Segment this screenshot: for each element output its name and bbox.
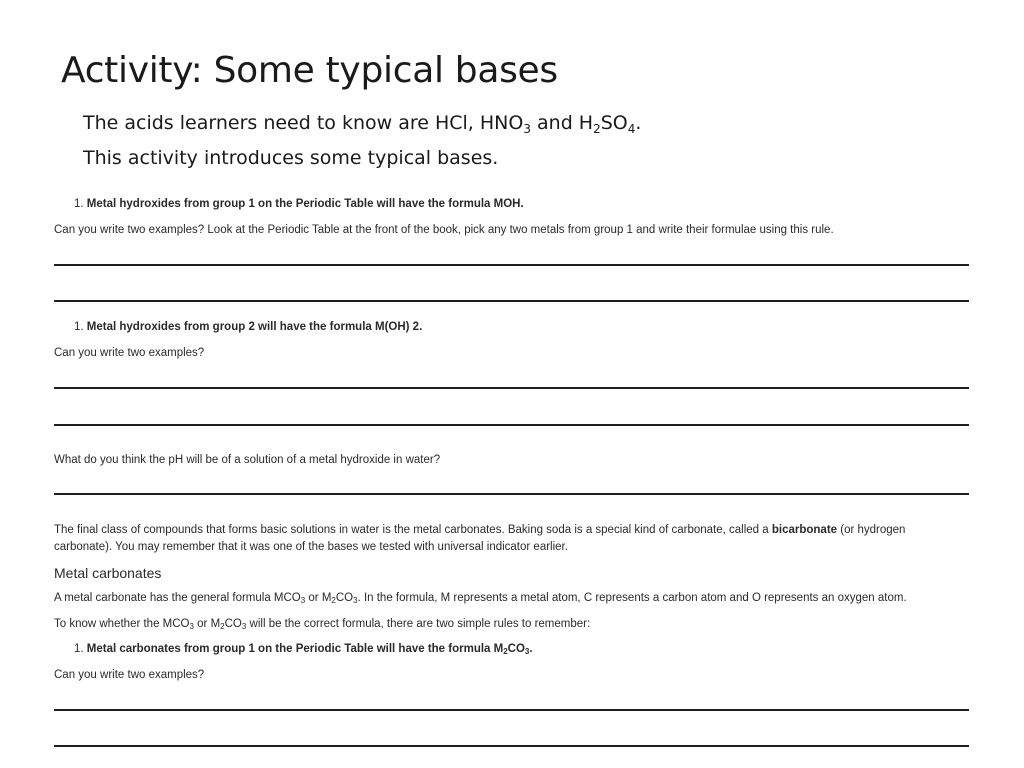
rules-b: or M (193, 618, 221, 630)
answer-line[interactable] (54, 300, 969, 302)
q3-rule-b: CO (507, 643, 525, 655)
intro-line-2: This activity introduces some typical bases. (83, 147, 499, 169)
carbonates-intro-line-2: carbonate). You may remember that it was one of the bases we tested with universal indicator earlier. (54, 541, 568, 553)
general-formula (54, 592, 907, 605)
intro-sub-3: 3 (523, 122, 531, 136)
intro-line-1-end: . (635, 112, 642, 134)
q1-prompt: Can you write two examples? Look at the Periodic Table at the front of the book, pick any two metals from group 1 and write their formulae using this rule. (54, 224, 834, 236)
general-formula-sub: 2 (331, 596, 336, 605)
q3-rule-sub: 3 (524, 647, 530, 656)
q3-number: 1. (74, 643, 84, 655)
ph-question: What do you think the pH will be of a solution of a metal hydroxide in water? (54, 454, 441, 466)
rules-intro (54, 618, 590, 631)
general-formula-sub: 3 (300, 596, 306, 605)
carbonates-intro-part1: The final class of compounds that forms basic solutions in water is the metal carbonates. Baking soda is a special kind of carbonate, called a (54, 524, 772, 536)
general-formula-sub: 3 (353, 596, 358, 605)
q3-rule-text (87, 643, 533, 655)
answer-line[interactable] (54, 745, 969, 747)
carbonates-intro-line-1 (54, 524, 905, 536)
intro-line-1-prefix: The acids learners need to know are HCl, HNO (83, 112, 524, 134)
intro-sub-2: 2 (593, 122, 601, 136)
answer-line[interactable] (54, 709, 969, 711)
answer-line[interactable] (54, 424, 969, 426)
rules-sub: 3 (189, 622, 194, 631)
intro-line-1 (83, 112, 641, 136)
answer-line[interactable] (54, 264, 969, 266)
carbonates-intro-part2: (or hydrogen (837, 524, 906, 536)
q3-rule-c: . (529, 643, 533, 655)
rules-d: will be the correct formula, there are two simple rules to remember: (246, 618, 591, 630)
rules-c: CO (224, 618, 242, 630)
q1-number: 1. (74, 198, 84, 210)
general-formula-a: A metal carbonate has the general formula MCO (54, 592, 301, 604)
carbonates-intro-bold: bicarbonate (771, 524, 838, 536)
q3-rule (74, 643, 533, 656)
q1-rule-text: Metal hydroxides from group 1 on the Periodic Table will have the formula MOH. (86, 198, 524, 210)
general-formula-d: . In the formula, M represents a metal atom, C represents a carbon atom and O represents an oxygen atom. (357, 592, 907, 604)
rules-a: To know whether the MCO (54, 618, 190, 630)
q2-number: 1. (74, 321, 84, 333)
carbonates-heading: Metal carbonates (54, 565, 162, 581)
q3-prompt: Can you write two examples? (54, 669, 205, 681)
answer-line[interactable] (54, 493, 969, 495)
general-formula-c: CO (335, 592, 354, 604)
intro-line-1-mid: and H (530, 112, 594, 134)
answer-line[interactable] (54, 387, 969, 389)
rules-sub: 3 (241, 622, 247, 631)
q1-rule (74, 198, 524, 210)
slide-title: Activity: Some typical bases (61, 50, 558, 91)
intro-sub-4: 4 (627, 122, 636, 136)
q3-rule-a: Metal carbonates from group 1 on the Periodic Table will have the formula M (86, 643, 504, 655)
q3-rule-sub: 2 (503, 647, 508, 656)
q2-prompt: Can you write two examples? (54, 347, 205, 359)
q2-rule-text: Metal hydroxides from group 2 will have the formula M(OH) 2. (86, 321, 423, 333)
intro-line-1-mid2: SO (600, 112, 628, 134)
rules-sub: 2 (220, 622, 225, 631)
q2-rule (74, 321, 422, 333)
general-formula-b: or M (305, 592, 332, 604)
